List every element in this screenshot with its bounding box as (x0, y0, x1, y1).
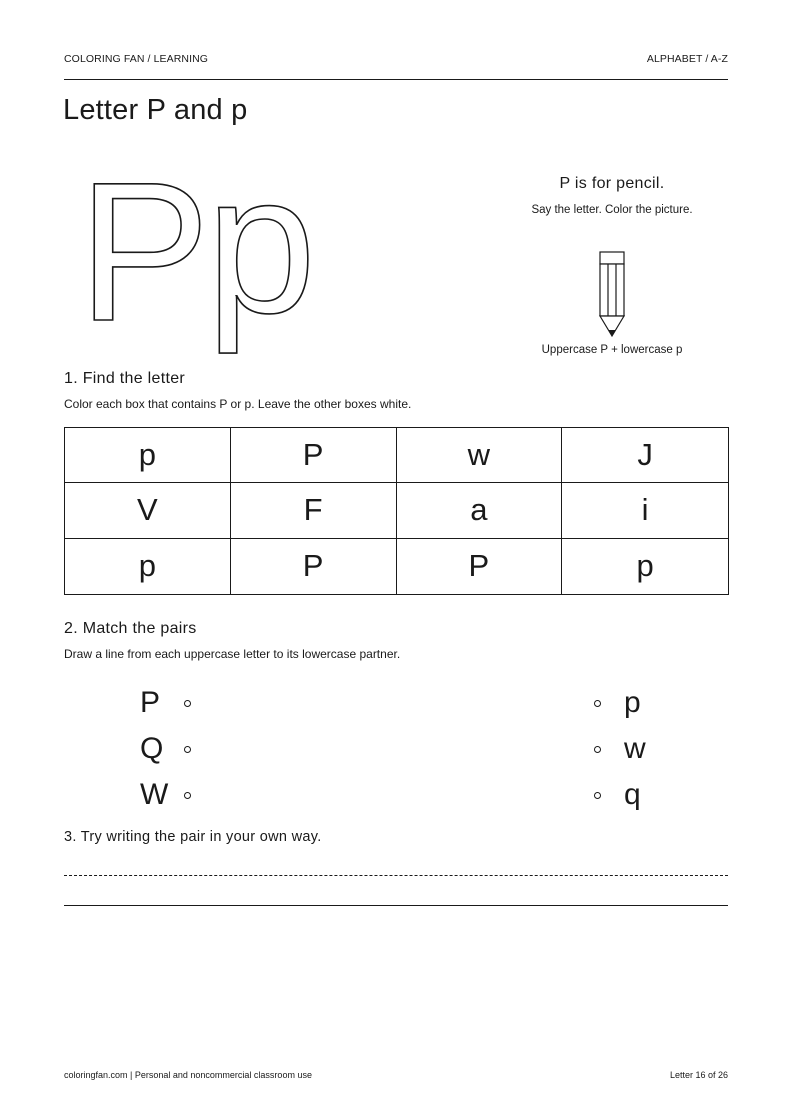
grid-cell[interactable]: p (636, 548, 654, 584)
match-item-left (140, 680, 191, 726)
match-item-right (594, 680, 664, 726)
uppercase-column (140, 680, 191, 818)
find-letter-title: 1. Find the letter (64, 370, 186, 387)
match-pairs-instruction: Draw a line from each uppercase letter to its lowercase partner. (64, 647, 401, 661)
pencil-icon (592, 250, 632, 340)
grid-cell[interactable]: V (65, 483, 231, 538)
picture-caption: Uppercase P + lowercase p (541, 344, 683, 356)
outline-letters (70, 150, 350, 365)
connector-dot[interactable] (594, 792, 601, 799)
writing-practice-title: 3. Try writing the pair in your own way. (64, 829, 322, 845)
uppercase-letter: P (140, 686, 161, 719)
lowercase-column (594, 680, 664, 818)
grid-cell[interactable]: i (562, 483, 728, 538)
footer-credit: coloringfan.com | Personal and noncommercial classroom use (64, 1070, 312, 1080)
grid-cell[interactable]: F (231, 483, 397, 538)
match-item-right (594, 772, 664, 818)
footer-page-number: Letter 16 of 26 (669, 1070, 728, 1080)
lowercase-letter: w (624, 732, 646, 765)
match-item-left (140, 772, 191, 818)
letter-grid (64, 427, 729, 595)
header-section-label: ALPHABET / A-Z (646, 53, 728, 65)
page-title: Letter P and p (63, 94, 248, 126)
connector-dot[interactable] (594, 700, 601, 707)
grid-cell[interactable]: P (231, 428, 397, 483)
match-item-left (140, 726, 191, 772)
grid-cell[interactable]: P (397, 539, 563, 594)
writing-guide-dashed-line[interactable] (64, 875, 728, 876)
uppercase-letter: Q (140, 732, 164, 765)
uppercase-letter: W (140, 778, 169, 811)
outline-uppercase-letter: P (78, 150, 211, 362)
header-divider (64, 79, 728, 80)
picture-instruction: Say the letter. Color the picture. (531, 204, 693, 216)
writing-baseline[interactable] (64, 905, 728, 906)
find-letter-instruction: Color each box that contains P or p. Leave the other boxes white. (64, 397, 412, 411)
outline-lowercase-letter: p (206, 150, 317, 354)
match-pairs-title: 2. Match the pairs (64, 620, 197, 637)
lowercase-letter: p (624, 686, 641, 719)
grid-cell[interactable]: a (397, 483, 563, 538)
match-item-right (594, 726, 664, 772)
grid-cell[interactable]: J (562, 428, 728, 483)
connector-dot[interactable] (184, 700, 191, 707)
connector-dot[interactable] (184, 746, 191, 753)
lowercase-letter: q (624, 778, 641, 811)
grid-cell[interactable]: P (231, 539, 397, 594)
grid-cell[interactable]: p (65, 539, 231, 594)
header-site-label: COLORING FAN / LEARNING (64, 53, 209, 65)
connector-dot[interactable] (184, 792, 191, 799)
grid-cell[interactable]: p (65, 428, 231, 483)
connector-dot[interactable] (594, 746, 601, 753)
grid-cell[interactable]: w (397, 428, 563, 483)
picture-title: P is for pencil. (559, 175, 665, 192)
